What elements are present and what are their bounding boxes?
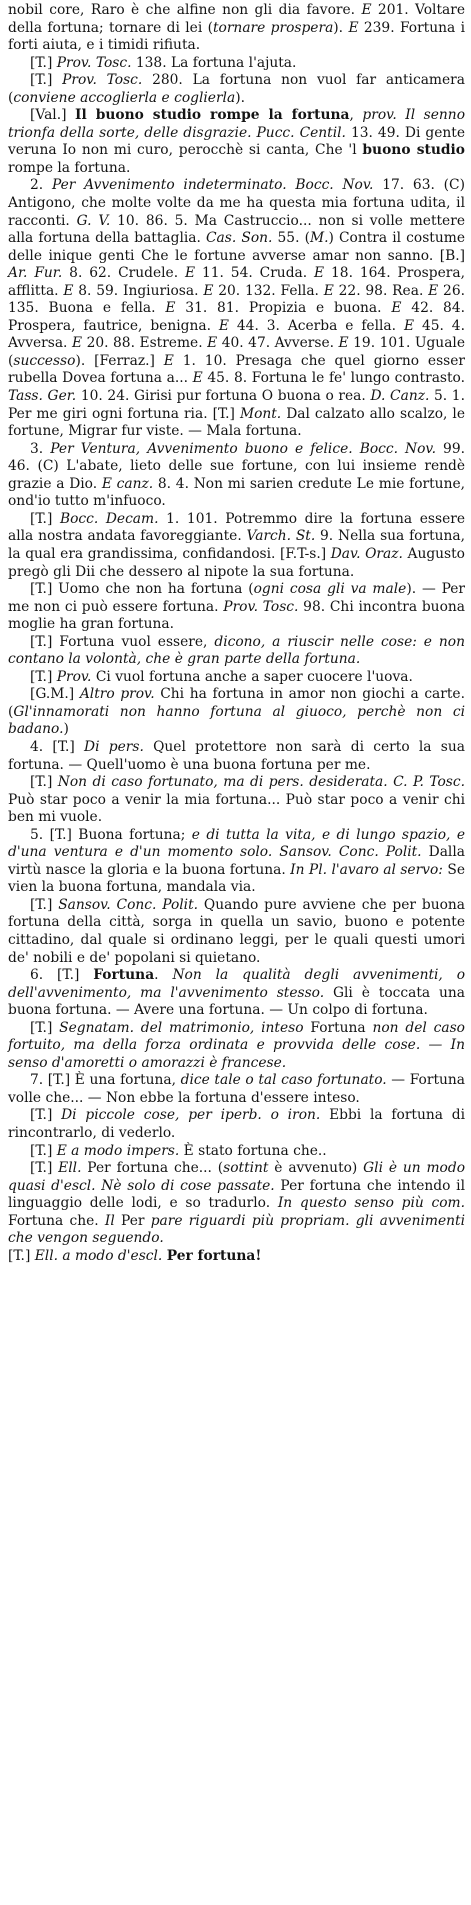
entry-paragraph: [8, 686, 465, 739]
body-text: 7. [T.] È una fortuna,: [30, 1072, 181, 1089]
italic-text: E canz.: [101, 475, 154, 492]
italic-text: Mont.: [239, 405, 282, 422]
body-text: ,: [349, 107, 363, 124]
italic-text: Il: [104, 1212, 115, 1229]
body-text: [T.]: [30, 1107, 62, 1124]
italic-text: Non di caso fortunato, ma di pers. desiderata. C. P. Tosc.: [57, 774, 465, 791]
body-text: Per: [114, 1212, 151, 1229]
body-text: Quel protettore non sarà di certo la sua fortuna. — Quell'uomo è una buona fortuna per me.: [8, 738, 465, 773]
italic-text: E: [348, 19, 359, 36]
italic-text: In questo senso più com.: [277, 1195, 466, 1212]
body-text: 19. 101. Uguale (: [8, 335, 465, 369]
body-text: ).: [235, 89, 245, 106]
italic-text: Segnatam. del matrimonio, inteso: [59, 1019, 304, 1036]
entry-paragraph: [8, 2, 465, 55]
italic-text: pare riguardi più propriam. gli avvenimenti che vengon seguendo.: [8, 1212, 465, 1247]
body-text: [T.]: [30, 668, 57, 685]
headword-text: Fortuna: [93, 967, 155, 984]
italic-text: E: [403, 317, 415, 334]
italic-text: Ell.: [58, 1160, 82, 1177]
body-text: Gli è toccata una buona fortuna. — Avere una fortuna. — Un colpo di fortuna.: [8, 984, 465, 1019]
body-text: ): [63, 721, 69, 738]
body-text: Ebbi la fortuna di rincontrarlo, di vederlo.: [8, 1107, 466, 1141]
body-text: 44. 3. Acerba e fella.: [228, 317, 404, 334]
body-text: [T.]: [30, 1019, 60, 1036]
body-text: .: [154, 967, 173, 984]
italic-text: E: [165, 300, 176, 317]
italic-text: E: [428, 282, 439, 299]
italic-text: dice tale o tal caso fortunato.: [180, 1072, 387, 1089]
italic-text: Gl'innamorati non hanno fortuna al giuoco, perchè non ci badano.: [8, 703, 465, 738]
body-text: 1. 101. Potremmo dire la fortuna essere alla nostra andata favoreggiante.: [8, 510, 465, 545]
body-text: 10. 86. 5. Ma Castruccio... non si volle mettere alla fortuna della battaglia.: [8, 212, 465, 247]
body-text: 8. 59. Ingiuriosa.: [73, 282, 204, 299]
entry-paragraph: [8, 441, 465, 511]
italic-text: Dav. Oraz.: [330, 545, 403, 562]
italic-text: Bocc. Decam.: [59, 510, 159, 527]
italic-text: In Pl. l'avaro al servo:: [290, 861, 443, 878]
italic-text: Ell. a modo d'escl.: [34, 1247, 163, 1264]
entry-paragraph: [8, 739, 465, 774]
entry-paragraph: [8, 581, 465, 634]
italic-text: tornare prospera: [212, 19, 334, 36]
italic-text: Altro prov.: [79, 686, 155, 703]
body-text: 20. 88. Estreme.: [82, 335, 208, 352]
body-text: Augusto pregò gli Dii che dessero al nipote la sua fortuna.: [8, 545, 465, 580]
body-text: 45. 4. Avversa.: [8, 317, 465, 352]
body-text: 18. 164. Prospera, afflitta.: [8, 265, 465, 299]
body-text: Può star poco a venir la mia fortuna... Può star poco a venir chi ben mi vuole.: [8, 791, 465, 826]
body-text: 5. 1. Per me giri ogni fortuna ria. [T.]: [8, 388, 465, 422]
italic-text: Non la qualità degli avvenimenti, o dell'avvenimento, ma l'avvenimento stesso.: [8, 967, 466, 1001]
body-text: [T.]: [30, 72, 63, 89]
body-text: [T.] Fortuna vuol essere,: [30, 633, 215, 650]
body-text: 17. 63. (C) Antigono, che molte volte da me ha questa mia fortuna udita, il racconti.: [8, 177, 465, 229]
italic-text: ogni cosa gli va male: [253, 581, 407, 598]
entry-paragraph: [8, 634, 465, 669]
italic-text: G. V.: [76, 212, 111, 229]
italic-text: E: [63, 282, 74, 299]
body-text: 45. 8. Fortuna le fe' lungo contrasto.: [202, 370, 465, 387]
entry-paragraph: [8, 669, 465, 687]
entry-paragraph: [8, 1160, 465, 1248]
entry-paragraph: [8, 897, 465, 967]
italic-text: Tass. Ger.: [8, 388, 77, 405]
body-text: 20. 132. Fella.: [213, 282, 324, 299]
body-text: 8. 62. Crudele.: [62, 265, 185, 282]
entry-paragraph: [8, 774, 465, 827]
body-text: [T.]: [30, 896, 59, 913]
body-text: 13. 49. Di gente veruna Io non mi curo, perocchè si canta, Che 'l: [8, 124, 465, 159]
body-text: 5. [T.] Buona fortuna;: [30, 826, 192, 843]
body-text: Fortuna che.: [8, 1212, 105, 1229]
body-text: 201. Voltare della fortuna; tornare di lei (: [8, 2, 465, 36]
italic-text: E: [391, 300, 402, 317]
italic-text: E: [203, 282, 214, 299]
headword-text: Il buono studio rompe la fortuna: [75, 107, 350, 124]
body-text: [T.]: [8, 1247, 35, 1264]
italic-text: E: [207, 335, 218, 352]
body-text: è avvenuto): [268, 1160, 364, 1177]
body-text: 10. 24. Girisi pur fortuna O buona o rea.: [76, 388, 371, 405]
italic-text: conviene accoglierla e coglierla: [13, 89, 236, 106]
entry-paragraph: [8, 511, 465, 581]
italic-text: E: [184, 265, 196, 282]
italic-text: Ar. Fur.: [8, 265, 63, 282]
entry-paragraph: [8, 1020, 465, 1073]
entry-paragraph: [8, 107, 465, 177]
italic-text: Prov. Tosc.: [223, 598, 299, 615]
body-text: 31. 81. Propizia e buona.: [175, 300, 392, 317]
italic-text: E: [314, 265, 325, 282]
italic-text: sottint: [223, 1160, 269, 1177]
body-text: 55. (: [272, 230, 310, 247]
body-text: 4. [T.]: [30, 738, 85, 755]
italic-text: Cas. Son.: [206, 230, 273, 247]
entry-paragraph: [8, 72, 465, 107]
entry-paragraph: [8, 1107, 465, 1142]
italic-text: Di piccole cose, per iperb. o iron.: [61, 1107, 321, 1124]
body-text: 239. Fortuna i forti aiuta, e i timidi rifiuta.: [8, 19, 465, 54]
entry-paragraph: [8, 1072, 465, 1107]
italic-text: E: [361, 2, 372, 18]
body-text: Se vien la buona fortuna, mandala via.: [8, 861, 465, 896]
body-text: Fortuna: [303, 1019, 373, 1036]
body-text: 42. 84. Prospera, fautrice, benigna.: [8, 300, 466, 334]
italic-text: prov. Il senno trionfa della sorte, delle disgrazie. Pucc. Centil.: [8, 107, 466, 141]
italic-text: E: [323, 282, 334, 299]
body-text: ). — Per me non ci può essere fortuna.: [8, 581, 465, 615]
entry-paragraph: [8, 177, 465, 440]
italic-text: dicono, a riuscir nelle cose: e non contano la volontà, che è gran parte della fortuna.: [8, 633, 465, 668]
body-text: Chi ha fortuna in amor non giochi a carte. (: [8, 686, 465, 720]
body-text: Quando pure avviene che per buona fortuna della città, sorga in quella un savio, buono e potente cittadino, dal quale si ordinano leggi, per le quali questi umori de' nobili e de' popolani si quietano.: [8, 896, 465, 966]
italic-text: Di pers.: [84, 738, 144, 755]
entry-paragraph: [8, 1248, 465, 1266]
italic-text: Prov. Tosc.: [62, 72, 143, 89]
body-text: È stato fortuna che..: [179, 1142, 327, 1159]
body-text: [T.]: [30, 54, 57, 71]
italic-text: successo: [13, 352, 76, 369]
italic-text: E: [71, 335, 83, 352]
body-text: 99. 46. (C) L'abate, lieto delle sue fortune, con lui insieme rendè grazie a Dio.: [8, 440, 465, 492]
italic-text: Sansov. Conc. Polit.: [58, 896, 199, 913]
italic-text: E: [338, 335, 349, 352]
italic-text: E: [163, 352, 174, 369]
body-text: [T.]: [30, 510, 60, 527]
body-text: Per fortuna che... (: [81, 1160, 224, 1177]
body-text: Dal calzato allo scalzo, le fortune, Migrar fur viste. — Mala fortuna.: [8, 405, 465, 440]
italic-text: Varch. St.: [246, 528, 316, 545]
body-text: rompe la fortuna.: [8, 159, 131, 176]
body-text: [Val.]: [30, 107, 76, 124]
italic-text: Prov. Tosc.: [56, 54, 132, 71]
body-text: Ci vuol fortuna anche a saper cuocere l'uova.: [91, 668, 413, 685]
body-text: [T.]: [30, 774, 58, 791]
entry-paragraph: [8, 55, 465, 73]
body-text: ).: [333, 19, 349, 36]
italic-text: E: [218, 317, 229, 334]
italic-text: Prov.: [56, 668, 92, 685]
italic-text: E a modo impers.: [56, 1142, 180, 1159]
italic-text: Per Avvenimento indeterminato. Bocc. Nov.: [51, 177, 374, 194]
body-text: [T.]: [30, 1160, 59, 1177]
body-text: 11. 54. Cruda.: [195, 265, 315, 282]
body-text: 3.: [30, 440, 51, 457]
body-text: 22. 98. Rea.: [333, 282, 429, 299]
italic-text: M.: [309, 230, 329, 247]
headword-text: buono studio: [362, 142, 465, 159]
italic-text: non del caso fortuito, ma della forza ordinata e provvida delle cose. — In senso d'amoretti o amorazzi è francese.: [8, 1019, 465, 1071]
body-text: 138. La fortuna l'ajuta.: [131, 54, 297, 71]
body-text: 9. Nella sua fortuna, la qual era grandissima, confidandosi. [F.T-s.]: [8, 528, 466, 562]
body-text: [G.M.]: [30, 686, 80, 703]
italic-text: Per Ventura, Avvenimento buono e felice. Bocc. Nov.: [50, 440, 436, 457]
entry-paragraph: [8, 827, 465, 897]
body-text: ) Contra il costume delle inique genti Che le fortune avverse amar non sanno. [B.]: [8, 230, 465, 264]
body-text: 26. 135. Buona e fella.: [8, 282, 465, 317]
entry-paragraph: [8, 967, 465, 1020]
body-text: 98. Chi incontra buona moglie ha gran fortuna.: [8, 598, 465, 633]
entry-paragraph: [8, 1143, 465, 1161]
body-text: [T.] Uomo che non ha fortuna (: [30, 581, 254, 598]
italic-text: Gli è un modo quasi d'escl. Nè solo di cose passate.: [8, 1160, 465, 1194]
body-text: ). [Ferraz.]: [75, 352, 164, 369]
body-text: 2.: [30, 177, 52, 194]
body-text: 280. La fortuna non vuol far anticamera (: [8, 72, 465, 106]
headword-text: Per fortuna!: [166, 1247, 262, 1264]
body-text: Dalla virtù nasce la gloria e la buona fortuna.: [8, 844, 465, 878]
body-text: nobil core, Raro è che alfine non gli dia favore.: [8, 2, 362, 18]
body-text: 1. 10. Presaga che quel giorno esser rubella Dovea fortuna a...: [8, 352, 465, 387]
body-text: — Fortuna volle che... — Non ebbe la fortuna d'essere inteso.: [8, 1072, 465, 1106]
italic-text: e di tutta la vita, e di lungo spazio, e d'una ventura e d'un momento solo. Sansov. Conc. Polit.: [8, 826, 465, 861]
italic-text: D. Canz.: [370, 388, 430, 405]
body-text: 40. 47. Avverse.: [217, 335, 339, 352]
body-text: 6. [T.]: [30, 967, 94, 984]
body-text: [T.]: [30, 1142, 57, 1159]
italic-text: E: [192, 370, 203, 387]
body-text: Per fortuna che intendo il linguaggio delle lodi, e so tradurlo.: [8, 1177, 465, 1212]
body-text: 8. 4. Non mi sarien credute Le mie fortune, ond'io tutto m'infuoco.: [8, 475, 466, 510]
